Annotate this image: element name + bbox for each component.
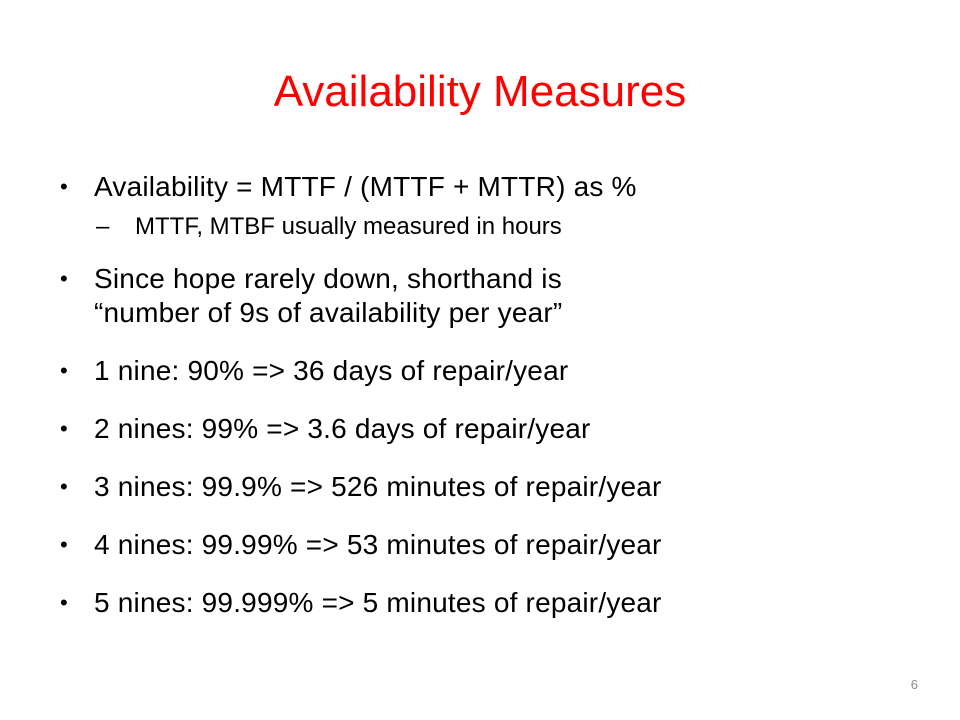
page-number: 6 [910,677,918,692]
bullet-item-4-nines [60,528,920,562]
bullet-list [60,170,920,620]
bullet-item-availability-formula [60,170,920,204]
slide-title: Availability Measures [273,67,687,116]
sub-bullet-item-mttf-mtbf [60,212,920,242]
bullet-text: 3 nines: 99.9% => 526 minutes of repair/year [94,471,662,502]
bullet-text-line-2: “number of 9s of availability per year” [94,297,563,328]
bullet-text: 5 nines: 99.999% => 5 minutes of repair/year [94,587,662,618]
bullet-icon: • [60,266,68,291]
bullet-text: 4 nines: 99.99% => 53 minutes of repair/year [94,529,662,560]
bullet-icon: • [60,474,68,499]
bullet-text-line-1: Since hope rarely down, shorthand is [94,263,562,294]
bullet-item-3-nines [60,470,920,504]
bullet-icon: • [60,174,68,199]
bullet-text: Availability = MTTF / (MTTF + MTTR) as % [94,171,637,202]
dash-icon: – [96,213,110,240]
bullet-icon: • [60,532,68,557]
bullet-icon: • [60,358,68,383]
bullet-icon: • [60,416,68,441]
bullet-item-shorthand [60,262,920,330]
bullet-text: 2 nines: 99% => 3.6 days of repair/year [94,413,591,444]
sub-bullet-text: MTTF, MTBF usually measured in hours [135,213,562,240]
bullet-item-1-nine [60,354,920,388]
bullet-text: 1 nine: 90% => 36 days of repair/year [94,355,569,386]
bullet-item-2-nines [60,412,920,446]
bullet-icon: • [60,590,68,615]
bullet-item-5-nines [60,586,920,620]
